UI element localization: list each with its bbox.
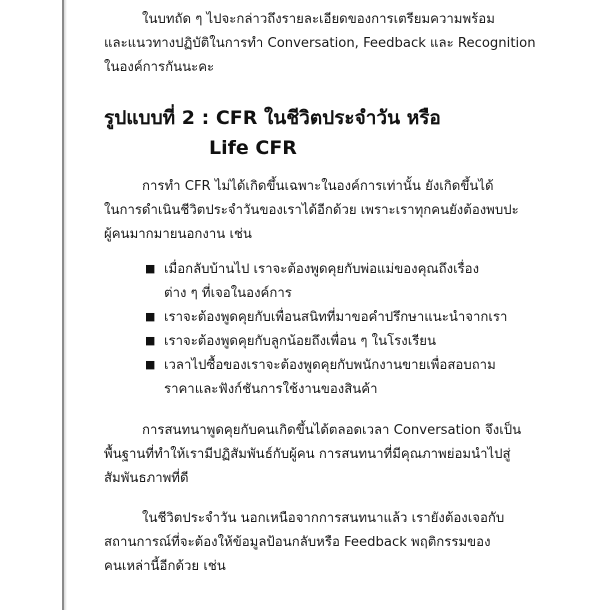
bullet-marker-icon: ■ — [145, 262, 156, 275]
bullet-marker-icon: ■ — [145, 310, 156, 323]
page-gutter-shadow — [64, 0, 67, 610]
paragraph-2-line-1: การทำ CFR ไม่ได้เกิดขึ้นเฉพาะในองค์การเท่านั้น ยังเกิดขึ้นได้ — [142, 179, 494, 194]
bullet-item-2-line-1: เราจะต้องพูดคุยกับเพื่อนสนิทที่มาขอคำปรึกษาแนะนำจากเรา — [164, 310, 508, 325]
bullet-item-3-line-1: เราจะต้องพูดคุยกับลูกน้อยถึงเพื่อน ๆ ในโรงเรียน — [164, 334, 437, 349]
paragraph-3-line-1: การสนทนาพูดคุยกับคนเกิดขึ้นได้ตลอดเวลา Conversation จึงเป็น — [142, 423, 522, 438]
bullet-item-4-line-1: เวลาไปซื้อของเราจะต้องพูดคุยกับพนักงานขายเพื่อสอบถาม — [164, 358, 496, 373]
paragraph-3-line-3: สัมพันธภาพที่ดี — [104, 471, 189, 486]
paragraph-4-line-3: คนเหล่านี้อีกด้วย เช่น — [104, 559, 226, 574]
section-heading-line-2: Life CFR — [209, 137, 297, 159]
paragraph-4-line-2: สถานการณ์ที่จะต้องให้ข้อมูลป้อนกลับหรือ Feedback พฤติกรรมของ — [104, 535, 491, 550]
bullet-item-1-line-2: ต่าง ๆ ที่เจอในองค์การ — [164, 286, 292, 301]
paragraph-4-line-1: ในชีวิตประจำวัน นอกเหนือจากการสนทนาแล้ว เรายังต้องเจอกับ — [142, 511, 505, 526]
bullet-marker-icon: ■ — [145, 358, 156, 371]
section-heading-line-1: รูปแบบที่ 2 : CFR ในชีวิตประจำวัน หรือ — [104, 107, 441, 129]
paragraph-2-line-2: ในการดำเนินชีวิตประจำวันของเราได้อีกด้วย เพราะเราทุกคนยังต้องพบปะ — [104, 203, 519, 218]
paragraph-1-line-2: และแนวทางปฏิบัติในการทำ Conversation, Feedback และ Recognition — [104, 36, 536, 51]
paragraph-2-line-3: ผู้คนมากมายนอกงาน เช่น — [104, 227, 252, 242]
paragraph-3-line-2: พื้นฐานที่ทำให้เรามีปฏิสัมพันธ์กับผู้คน การสนทนาที่มีคุณภาพย่อมนำไปสู่ — [104, 447, 511, 462]
bullet-item-4-line-2: ราคาและฟังก์ชันการใช้งานของสินค้า — [164, 382, 378, 397]
paragraph-1-line-3: ในองค์การกันนะคะ — [104, 60, 215, 75]
paragraph-1-line-1: ในบทถัด ๆ ไปจะกล่าวถึงรายละเอียดของการเตรียมความพร้อม — [142, 12, 495, 27]
bullet-item-1-line-1: เมื่อกลับบ้านไป เราจะต้องพูดคุยกับพ่อแม่ของคุณถึงเรื่อง — [164, 262, 480, 277]
bullet-marker-icon: ■ — [145, 334, 156, 347]
